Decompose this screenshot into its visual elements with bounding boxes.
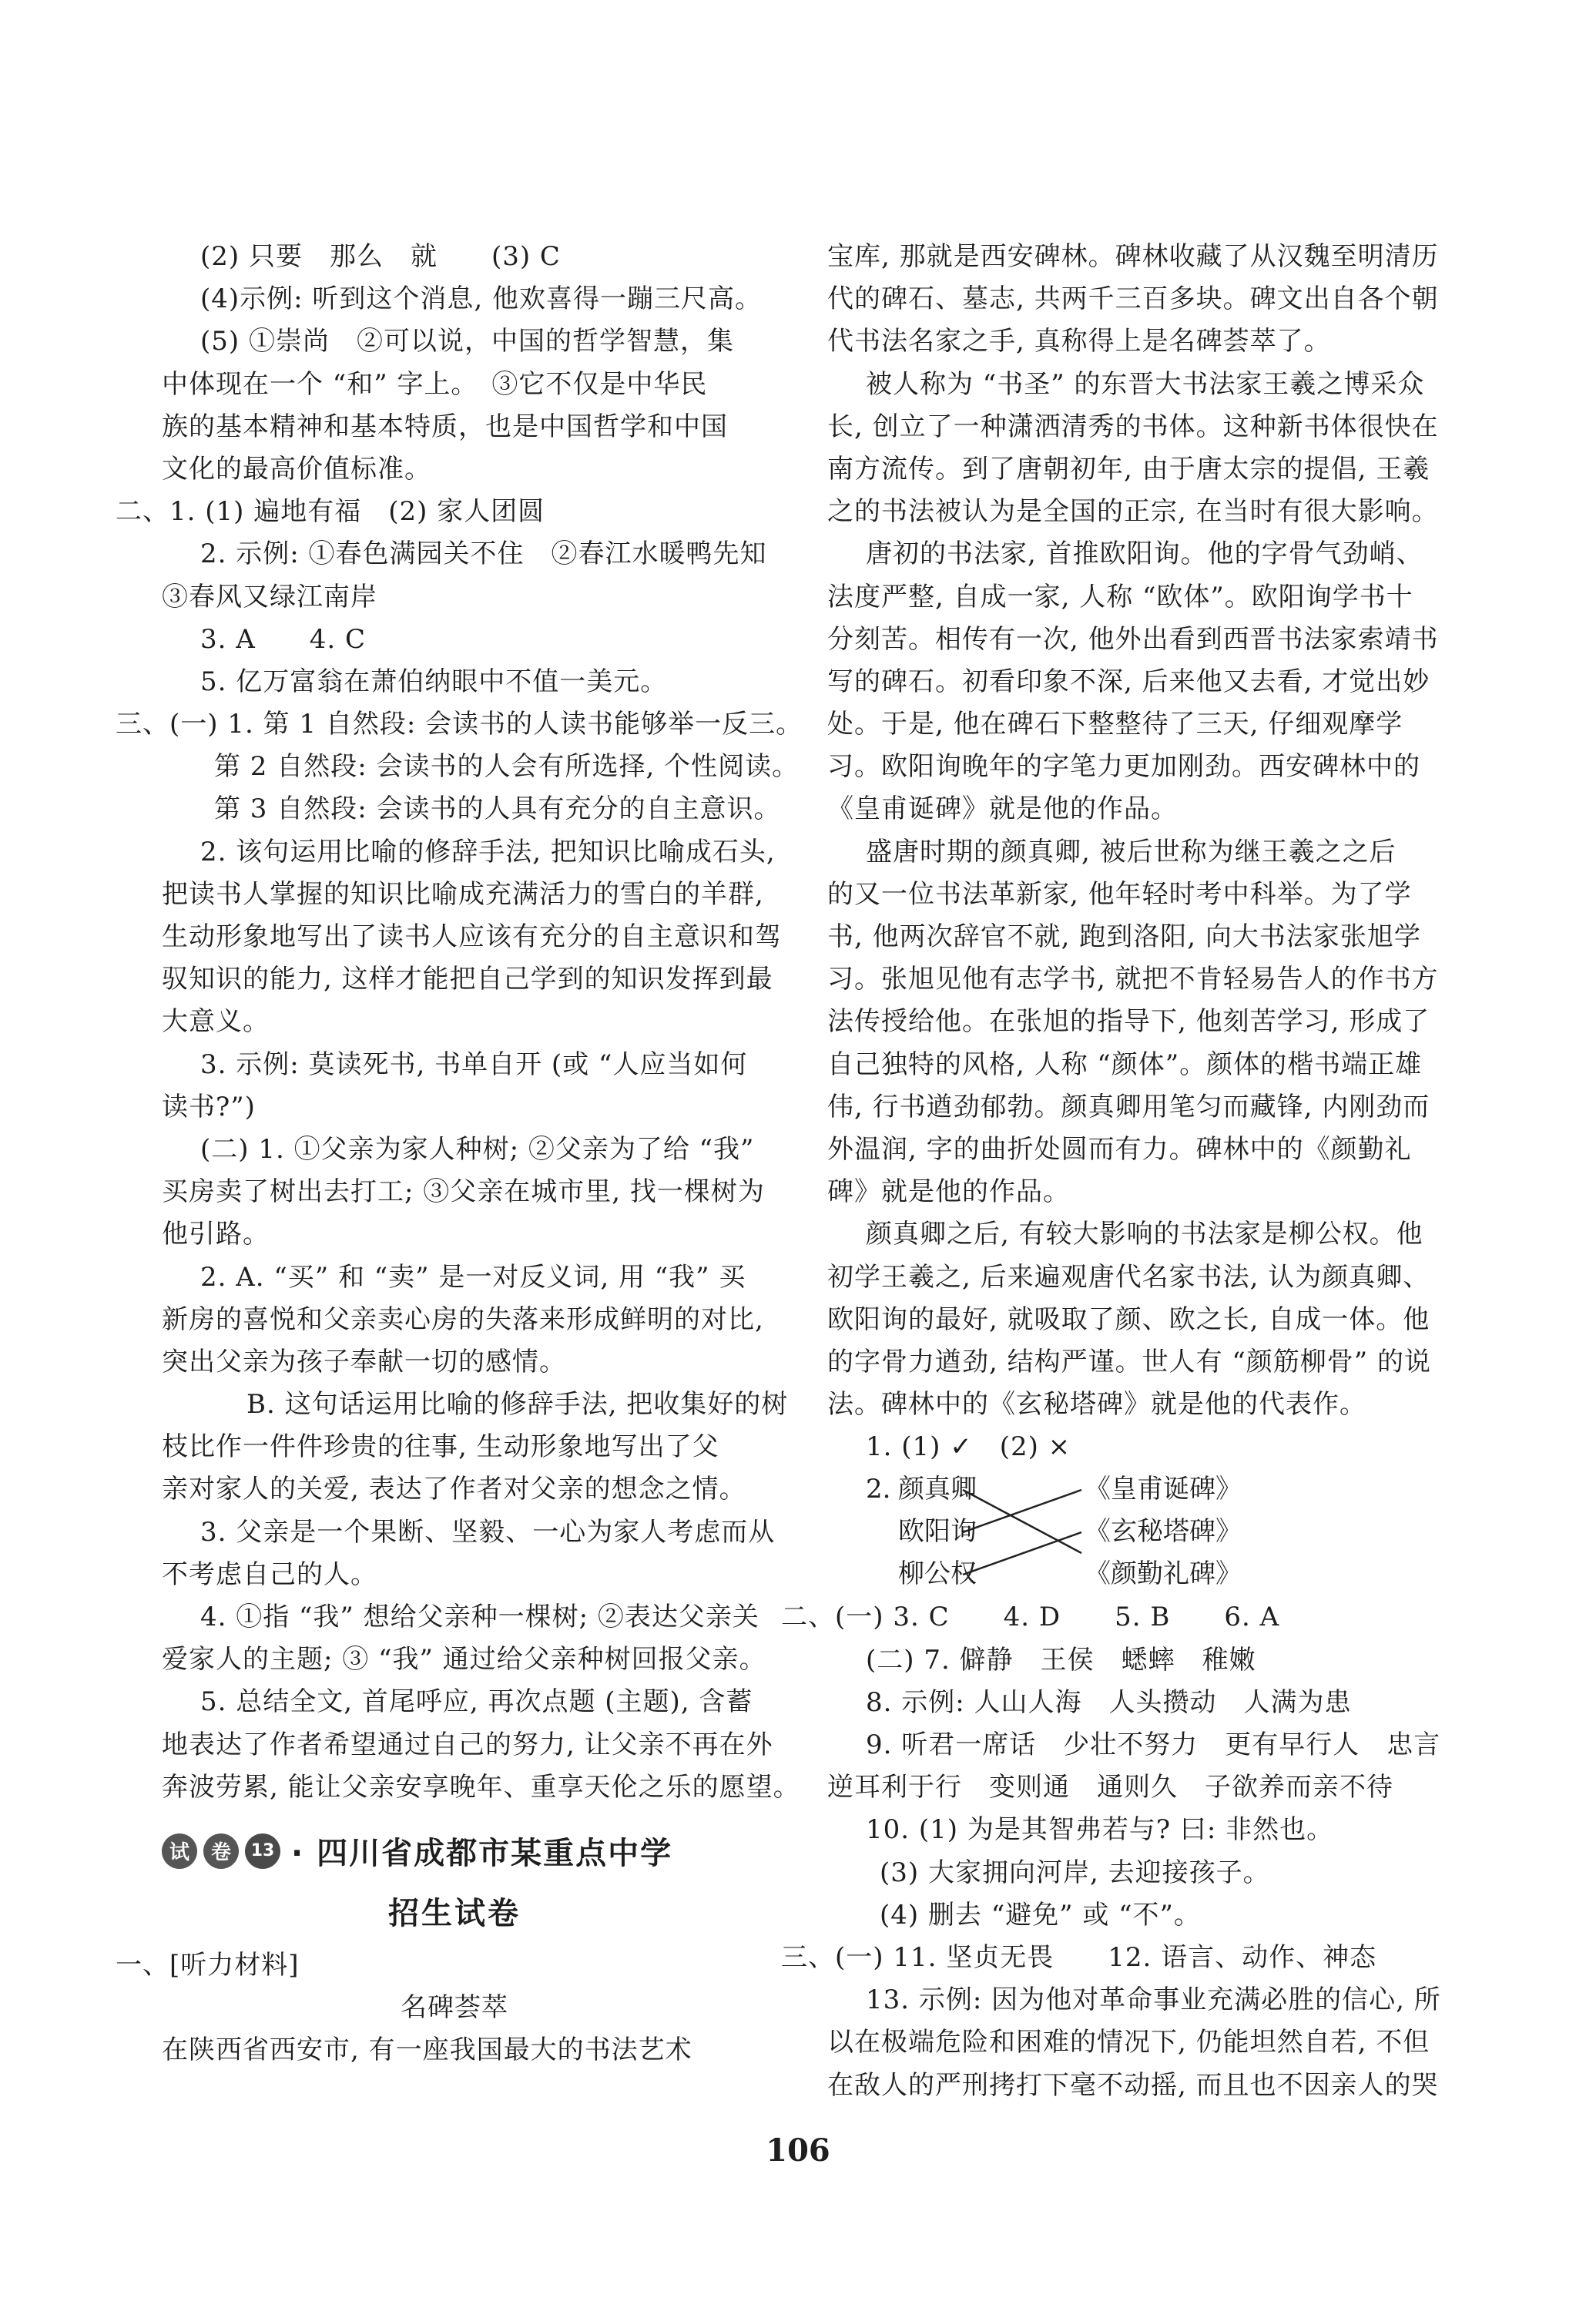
text-line: 被人称为 “书圣” 的东晋大书法家王羲之博采众 bbox=[866, 368, 1425, 400]
text-line: 在敌人的严刑拷打下毫不动摇, 而且也不因亲人的哭 bbox=[827, 2069, 1439, 2101]
text-line: 13. 示例: 因为他对革命事业充满必胜的信心, 所 bbox=[866, 1984, 1441, 2016]
text-line: 驭知识的能力, 这样才能把自己学到的知识发挥到最 bbox=[162, 964, 773, 995]
text-line: 新房的喜悦和父亲卖心房的失落来形成鲜明的对比, bbox=[162, 1303, 764, 1335]
exam-title: · 四川省成都市某重点中学 bbox=[291, 1836, 673, 1872]
text-line: 颜真卿之后, 有较大影响的书法家是柳公权。他 bbox=[866, 1219, 1423, 1250]
text-line: B. 这句话运用比喻的修辞手法, 把收集好的树 bbox=[246, 1389, 789, 1421]
text-line: 三、(一) 1. 第 1 自然段: 会读书的人读书能够举一反三。 bbox=[116, 709, 803, 740]
match-right-item: 《玄秘塔碑》 bbox=[1085, 1516, 1242, 1548]
exam-title-banner bbox=[116, 1824, 793, 1878]
text-line: ③春风又绿江南岸 bbox=[162, 581, 377, 612]
text-line: (2) 只要 那么 就 (3) C bbox=[200, 241, 561, 272]
text-line: 生动形象地写出了读书人应该有充分的自主意识和驾 bbox=[162, 921, 782, 952]
text-line: (5) ①崇尚 ②可以说，中国的哲学智慧，集 bbox=[200, 326, 734, 357]
text-line: (4) 删去 “避免” 或 “不”。 bbox=[880, 1899, 1201, 1931]
exam-number-badge: 13 bbox=[245, 1833, 280, 1869]
text-line: 盛唐时期的颜真卿, 被后世称为继王羲之之后 bbox=[866, 836, 1396, 867]
text-line: 外温润, 字的曲折处圆而有力。碑林中的《颜勤礼 bbox=[827, 1133, 1412, 1165]
text-line: 第 3 自然段: 会读书的人具有充分的自主意识。 bbox=[214, 793, 781, 825]
text-line: 4. ①指 “我” 想给父亲种一棵树; ②表达父亲关 bbox=[200, 1602, 759, 1632]
text-line: 大意义。 bbox=[162, 1006, 270, 1038]
text-line: 伟, 行书遒劲郁勃。颜真卿用笔匀而藏锋, 内刚劲而 bbox=[827, 1091, 1430, 1122]
text-line: 2. 该句运用比喻的修辞手法, 把知识比喻成石头, bbox=[200, 836, 776, 867]
text-line: 碑》就是他的作品。 bbox=[827, 1176, 1070, 1208]
text-line: 亲对家人的关爱, 表达了作者对父亲的想念之情。 bbox=[162, 1474, 746, 1505]
text-line: 1. (1) ✓ (2) × bbox=[866, 1431, 1071, 1463]
text-line: 爱家人的主题; ③ “我” 通过给父亲种树回报父亲。 bbox=[162, 1644, 766, 1676]
text-line: 2. 示例: ①春色满园关不住 ②春江水暖鸭先知 bbox=[200, 538, 767, 570]
text-line: 族的基本精神和基本特质，也是中国哲学和中国 bbox=[162, 411, 728, 442]
text-line: 法度严整, 自成一家, 人称 “欧体”。欧阳询学书十 bbox=[827, 581, 1413, 612]
text-line: 之的书法被认为是全国的正宗, 在当时有很大影响。 bbox=[827, 496, 1439, 528]
text-line: 书, 他两次辞官不就, 跑到洛阳, 向大书法家张旭学 bbox=[827, 921, 1421, 952]
text-line: 中体现在一个 “和” 字上。 ③它不仅是中华民 bbox=[162, 368, 708, 400]
match-line-ouyang bbox=[963, 1490, 1081, 1532]
text-line: (二) 7. 僻静 王侯 蟋蟀 稚嫩 bbox=[866, 1644, 1256, 1676]
text-line: 法。碑林中的《玄秘塔碑》就是他的代表作。 bbox=[827, 1389, 1366, 1421]
text-line: 分刻苦。相传有一次, 他外出看到西晋书法家索靖书 bbox=[827, 623, 1439, 655]
right-column bbox=[781, 236, 1474, 2107]
text-line: 10. (1) 为是其智弗若与? 曰: 非然也。 bbox=[866, 1814, 1334, 1846]
text-line: 三、(一) 11. 坚贞无畏 12. 语言、动作、神态 bbox=[781, 1941, 1377, 1973]
text-line: 在陕西省西安市, 有一座我国最大的书法艺术 bbox=[162, 2035, 692, 2066]
text-line: 买房卖了树出去打工; ③父亲在城市里, 找一棵树为 bbox=[162, 1176, 765, 1208]
page-number: 106 bbox=[766, 2132, 830, 2169]
text-line: 枝比作一件件珍贵的往事, 生动形象地写出了父 bbox=[162, 1431, 719, 1463]
text-line: 5. 亿万富翁在萧伯纳眼中不值一美元。 bbox=[200, 666, 668, 697]
exam-seal-shi: 试 bbox=[162, 1833, 197, 1869]
text-line: 长, 创立了一种潇洒清秀的书体。这种新书体很快在 bbox=[827, 411, 1439, 442]
text-line: 2. A. “买” 和 “卖” 是一对反义词, 用 “我” 买 bbox=[200, 1261, 746, 1293]
text-line: 自己独特的风格, 人称 “颜体”。颜体的楷书端正雄 bbox=[827, 1048, 1423, 1080]
match-left-item: 欧阳询 bbox=[898, 1516, 977, 1548]
text-line: 3. 示例: 莫读死书, 书单自开 (或 “人应当如何 bbox=[200, 1048, 748, 1080]
text-line: 处。于是, 他在碑石下整整待了三天, 仔细观摩学 bbox=[827, 709, 1403, 740]
text-line: 习。张旭见他有志学书, 就把不肯轻易告人的作书方 bbox=[827, 964, 1439, 995]
text-line: 不考虑自己的人。 bbox=[162, 1558, 377, 1590]
text-line: 法传授给他。在张旭的指导下, 他刻苦学习, 形成了 bbox=[827, 1006, 1430, 1038]
match-line-liu bbox=[963, 1532, 1081, 1575]
text-line: (3) 大家拥向河岸, 去迎接孩子。 bbox=[880, 1857, 1270, 1888]
text-line: 的又一位书法革新家, 他年轻时考中科举。为了学 bbox=[827, 878, 1412, 910]
text-line: 《皇甫诞碑》就是他的作品。 bbox=[827, 793, 1178, 825]
exam-subtitle: 招生试卷 bbox=[388, 1895, 521, 1931]
match-label: 2. bbox=[866, 1474, 891, 1505]
text-line: 奔波劳累, 能让父亲安享晚年、重享天伦之乐的愿望。 bbox=[162, 1771, 800, 1803]
text-line: 代书法名家之手, 真称得上是名碑荟萃了。 bbox=[827, 326, 1331, 357]
text-line: 文化的最高价值标准。 bbox=[162, 453, 431, 485]
text-line: 二、(一) 3. C 4. D 5. B 6. A bbox=[781, 1602, 1280, 1633]
text-line: 南方流传。到了唐朝初年, 由于唐太宗的提倡, 王羲 bbox=[827, 453, 1430, 485]
match-right-item: 《颜勤礼碑》 bbox=[1085, 1558, 1242, 1590]
match-right-item: 《皇甫诞碑》 bbox=[1085, 1474, 1242, 1505]
exam-seal-juan: 卷 bbox=[203, 1833, 239, 1869]
text-line: (4)示例: 听到这个消息, 他欢喜得一蹦三尺高。 bbox=[200, 283, 763, 315]
text-line: 突出父亲为孩子奉献一切的感情。 bbox=[162, 1346, 566, 1377]
text-line: 他引路。 bbox=[162, 1219, 270, 1250]
match-left-item: 颜真卿 bbox=[898, 1474, 977, 1505]
text-line: 9. 听君一席话 少壮不努力 更有早行人 忠言 bbox=[866, 1729, 1441, 1760]
text-line: 初学王羲之, 后来遍观唐代名家书法, 认为颜真卿、 bbox=[827, 1261, 1430, 1293]
match-line-yan bbox=[963, 1490, 1081, 1553]
match-left-item: 柳公权 bbox=[898, 1558, 977, 1590]
text-line: 读书?”) bbox=[162, 1091, 256, 1122]
text-line: 的字骨力遒劲, 结构严谨。世人有 “颜筋柳骨” 的说 bbox=[827, 1346, 1431, 1377]
text-line: 把读书人掌握的知识比喻成充满活力的雪白的羊群, bbox=[162, 878, 764, 910]
text-line: 3. A 4. C bbox=[200, 623, 367, 655]
text-line: 唐初的书法家, 首推欧阳询。他的字骨气劲峭、 bbox=[866, 538, 1423, 570]
text-line: 第 2 自然段: 会读书的人会有所选择, 个性阅读。 bbox=[214, 751, 800, 783]
text-line: 代的碑石、墓志, 共两千三百多块。碑文出自各个朝 bbox=[827, 283, 1439, 315]
text-line: 写的碑石。初看印象不深, 后来他又去看, 才觉出妙 bbox=[827, 666, 1430, 697]
text-line: 习。欧阳询晚年的字笔力更加刚劲。西安碑林中的 bbox=[827, 751, 1420, 783]
matching-exercise bbox=[781, 1468, 1474, 1596]
left-column bbox=[116, 236, 803, 2072]
text-line: 8. 示例: 人山人海 人头攒动 人满为患 bbox=[866, 1686, 1352, 1718]
section-heading: 一、[听力材料] bbox=[116, 1949, 300, 1981]
text-line: 以在极端危险和困难的情况下, 仍能坦然自若, 不但 bbox=[827, 2027, 1430, 2058]
text-line: 二、1. (1) 遍地有福 (2) 家人团圆 bbox=[116, 496, 545, 528]
text-line: 欧阳询的最好, 就吸取了颜、欧之长, 自成一体。他 bbox=[827, 1303, 1430, 1335]
text-line: 5. 总结全文, 首尾呼应, 再次点题 (主题), 含蓄 bbox=[200, 1686, 753, 1718]
text-line: 宝库, 那就是西安碑林。碑林收藏了从汉魏至明清历 bbox=[827, 241, 1439, 272]
text-line: 地表达了作者希望通过自己的努力, 让父亲不再在外 bbox=[162, 1729, 773, 1760]
text-line: 逆耳利于行 变则通 通则久 子欲养而亲不待 bbox=[827, 1772, 1393, 1803]
text-line: (二) 1. ①父亲为家人种树; ②父亲为了给 “我” bbox=[200, 1133, 755, 1165]
text-line: 3. 父亲是一个果断、坚毅、一心为家人考虑而从 bbox=[200, 1516, 776, 1548]
passage-title: 名碑荟萃 bbox=[401, 1992, 508, 2024]
